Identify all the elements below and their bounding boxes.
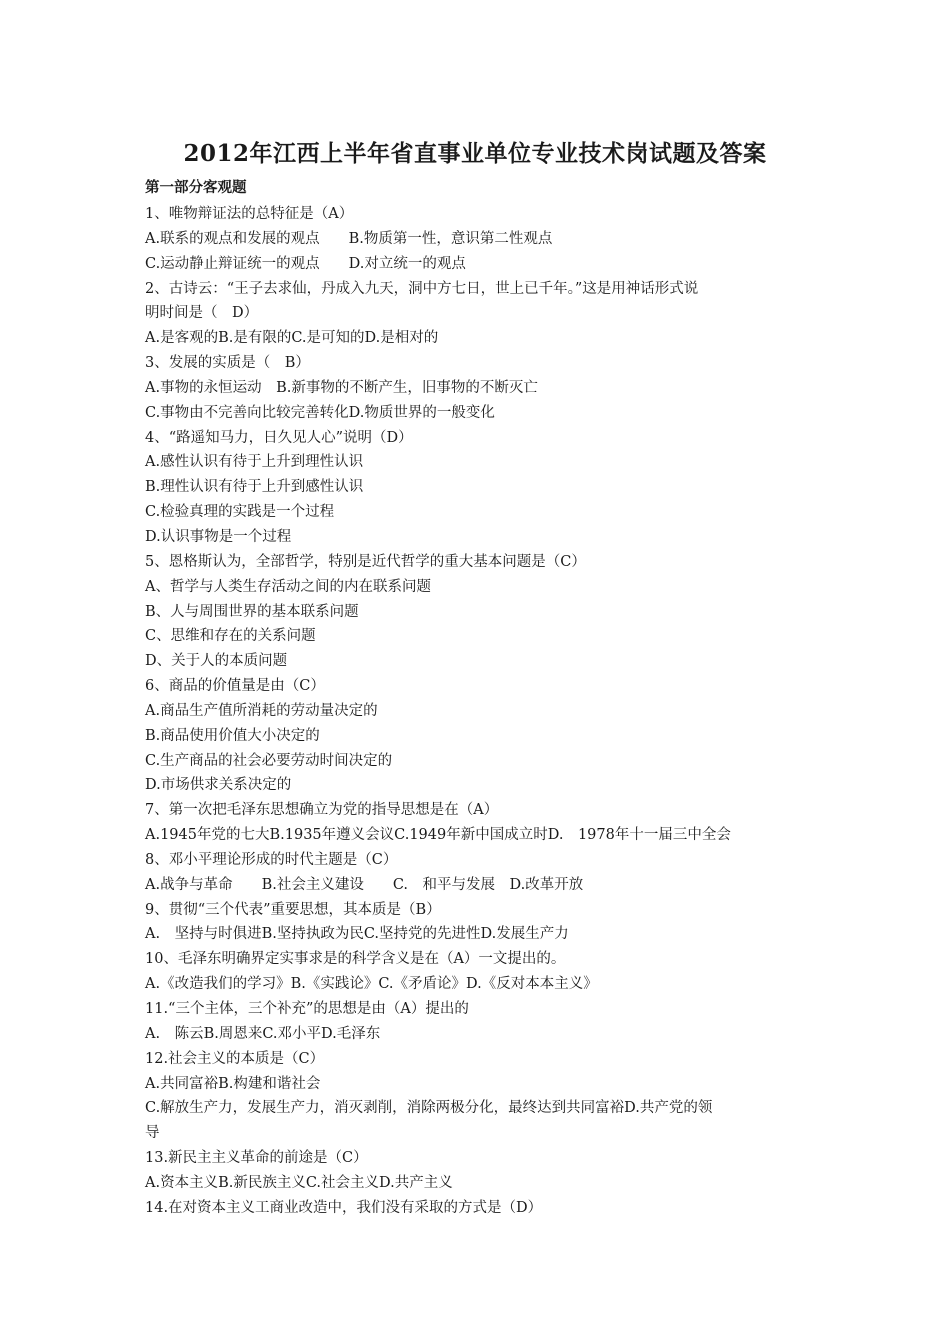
text-line: A.商品生产值所消耗的劳动量决定的 [145,702,378,719]
text-line: D.认识事物是一个过程 [145,528,292,545]
text-line: C.生产商品的社会必要劳动时间决定的 [145,752,393,769]
text-line: C.检验真理的实践是一个过程 [145,504,335,521]
text-line: A.联系的观点和发展的观点 B.物质第一性，意识第二性观点 [145,230,553,247]
text-line: C.解放生产力，发展生产力，消灭剥削，消除两极分化，最终达到共同富裕D.共产党的领 [145,1100,713,1117]
text-line: A.感性认识有待于上升到理性认识 [145,454,364,471]
text-line: C.事物由不完善向比较完善转化D.物质世界的一般变化 [145,404,495,421]
text-line: A. 陈云B.周恩来C.邓小平D.毛泽东 [145,1025,381,1042]
section-heading: 第一部分客观题 [145,180,247,196]
text-line: C.运动静止辩证统一的观点 D.对立统一的观点 [145,255,466,272]
text-line: A、哲学与人类生存活动之间的内在联系问题 [145,578,431,595]
text-line: B.理性认识有待于上升到感性认识 [145,479,364,496]
text-line: 1、唯物辩证法的总特征是（A） [145,206,354,222]
text-line: A.资本主义B.新民族主义C.社会主义D.共产主义 [145,1174,453,1191]
text-line: 12.社会主义的本质是（C） [145,1050,325,1067]
text-line: 9、贯彻“三个代表”重要思想，其本质是（B） [145,901,441,918]
text-line: 7、第一次把毛泽东思想确立为党的指导思想是在（A） [145,802,499,819]
text-line: 2、古诗云：“王子去求仙，丹成入九天，洞中方七日，世上已千年。”这是用神话形式说 [145,280,699,297]
text-line: A. 坚持与时俱进B.坚持执政为民C.坚持党的先进性D.发展生产力 [145,926,569,943]
text-line: 10、毛泽东明确界定实事求是的科学含义是在（A）一文提出的。 [145,951,566,968]
text-line: 明时间是（ D） [145,305,259,322]
text-line: 3、发展的实质是（ B） [145,355,310,372]
text-line: A.1945年党的七大B.1935年遵义会议C.1949年新中国成立时D. 1978年十一届三中全会 [145,827,731,844]
text-line: C、思维和存在的关系问题 [145,628,316,645]
text-line: 6、商品的价值量是由（C） [145,678,325,695]
text-line: A.是客观的B.是有限的C.是可知的D.是相对的 [145,330,439,347]
document-title: 2012年江西上半年省直事业单位专业技术岗试题及答案 [183,140,767,167]
text-line: A.事物的永恒运动 B.新事物的不断产生，旧事物的不断灭亡 [145,379,538,396]
text-line: D、关于人的本质问题 [145,653,288,670]
text-line: 11.“三个主体，三个补充”的思想是由（A）提出的 [145,1001,469,1017]
text-line: A.共同富裕B.构建和谐社会 [145,1075,321,1092]
text-line: A.《改造我们的学习》B.《实践论》C.《矛盾论》D.《反对本本主义》 [145,976,598,993]
text-line: 4、“路遥知马力，日久见人心”说明（D） [145,429,413,446]
text-line: 5、恩格斯认为，全部哲学，特别是近代哲学的重大基本问题是（C） [145,553,586,570]
text-line: A.战争与革命 B.社会主义建设 C. 和平与发展 D.改革开放 [145,876,584,893]
text-line: B.商品使用价值大小决定的 [145,727,320,744]
text-line: 13.新民主主义革命的前途是（C） [145,1150,368,1167]
text-line: 14.在对资本主义工商业改造中，我们没有采取的方式是（D） [145,1199,543,1216]
text-line: 导 [145,1125,160,1142]
document-body [145,202,815,1221]
text-line: D.市场供求关系决定的 [145,777,292,794]
text-line: 8、邓小平理论形成的时代主题是（C） [145,851,398,868]
text-line: B、人与周围世界的基本联系问题 [145,603,359,620]
